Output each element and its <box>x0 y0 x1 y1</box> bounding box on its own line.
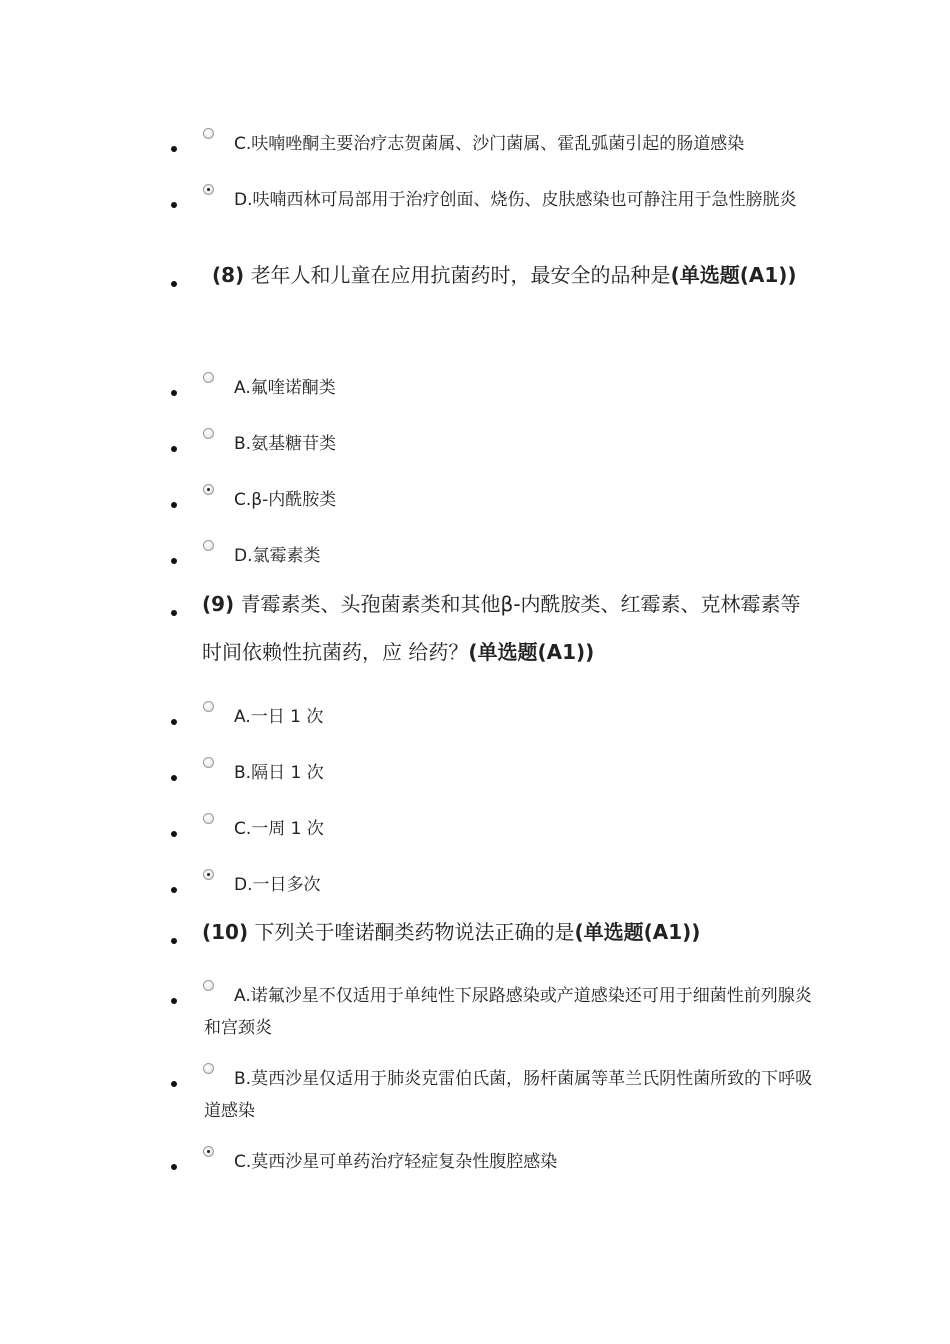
bullet <box>171 281 177 287</box>
option-text: D.氯霉素类 <box>234 546 321 566</box>
bullet <box>171 831 177 837</box>
bullet <box>171 938 177 944</box>
option-text: B.氨基糖苷类 <box>234 434 337 454</box>
option-text: D.一日多次 <box>234 875 321 895</box>
bullet <box>171 390 177 396</box>
bullet <box>171 887 177 893</box>
option-text: B.莫西沙星仅适用于肺炎克雷伯氏菌，肠杆菌属等革兰氏阴性菌所致的下呼吸道感染 <box>204 1069 813 1121</box>
question-text: (10) 下列关于喹诺酮类药物说法正确的是(单选题(A1)) <box>202 920 701 944</box>
bullet <box>171 146 177 152</box>
bullet <box>171 775 177 781</box>
question-number: (10) <box>202 920 249 944</box>
question-text: (8) 老年人和儿童在应用抗菌药时，最安全的品种是(单选题(A1)) <box>212 263 797 287</box>
option-text: A.氟喹诺酮类 <box>234 378 336 398</box>
question-type: (单选题(A1)) <box>670 263 797 287</box>
question-number: (8) <box>212 263 245 287</box>
bullet <box>171 610 177 616</box>
option-text: C.一周 1 次 <box>234 819 324 839</box>
bullet <box>171 446 177 452</box>
option-text: A.诺氟沙星不仅适用于单纯性下尿路感染或产道感染还可用于细菌性前列腺炎和宫颈炎 <box>204 986 812 1038</box>
bullet <box>171 1081 177 1087</box>
option-text: B.隔日 1 次 <box>234 763 324 783</box>
option-text: A.一日 1 次 <box>234 707 324 727</box>
bullet <box>171 202 177 208</box>
bullet <box>171 998 177 1004</box>
option-text: C.β-内酰胺类 <box>234 490 337 510</box>
question-number: (9) <box>202 592 235 616</box>
option-text: C.呋喃唑酮主要治疗志贺菌属、沙门菌属、霍乱弧菌引起的肠道感染 <box>234 134 745 154</box>
question-type: (单选题(A1)) <box>574 920 701 944</box>
bullet <box>171 502 177 508</box>
bullet <box>171 719 177 725</box>
question-type: (单选题(A1)) <box>468 640 595 664</box>
question-text: (9) 青霉素类、头孢菌素类和其他β-内酰胺类、红霉素、克林霉素等时间依赖性抗菌药，应 给药？(单选题(A1)) <box>202 592 801 664</box>
option-text: D.呋喃西林可局部用于治疗创面、烧伤、皮肤感染也可静注用于急性膀胱炎 <box>234 190 797 210</box>
option-text: C.莫西沙星可单药治疗轻症复杂性腹腔感染 <box>234 1152 558 1172</box>
bullet <box>171 1164 177 1170</box>
bullet <box>171 558 177 564</box>
